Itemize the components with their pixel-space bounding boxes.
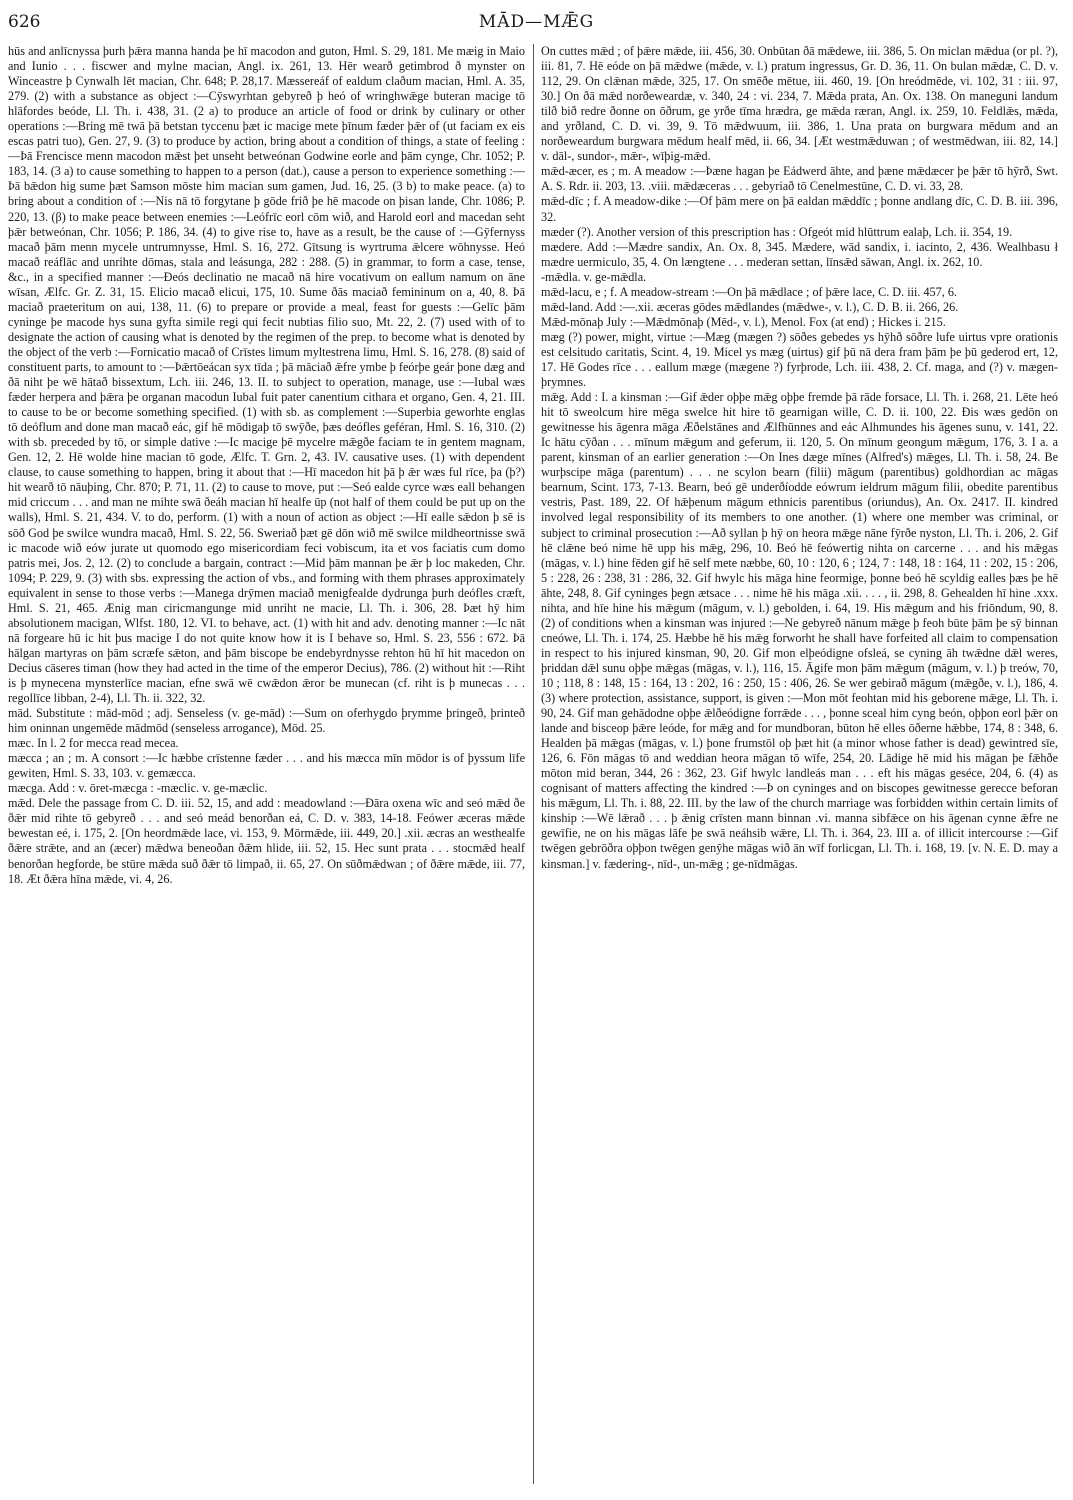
two-column-body [8,44,1065,1484]
dictionary-entry: hūs and anlīcnyssa þurh þǣra manna handa þe hī macodon and guton, Hml. S. 29, 181. Me mæig in Maio and Iunio . . . fiscwer and mylne macian, Angl. ix. 261, 13. Hēr wearð getimbrod ð mynster on Winceastre þ Cynwalh lēt macian, Chr. 648; P. 28,17. Mæssereáf of ealdum claðum macian, Hml. A. 35, 279. (2) with a substance as object :—Cȳswyrhtan gebyreð þ heó of wringhwǣge buteran macige tō hlāfordes beóde, Ll. Th. i. 438, 31. (2 a) to produce an article of food or drink by culinary or other operations :—Bring mē twā þā betstan tyccenu þæt ic macige mete þīnum fæder þǣr of (ut faciam ex eis escas patri tuo), Gen. 27, 9. (3) to produce by action, bring about a condition of things, a state of feeling :—Þā Frencisce menn macodon mǣst þet unseht betweónan Godwine eorle and þām cynge, Chr. 1052; P. 183, 14. (3 a) to cause something to happen to a person (dat.), cause a person to experience something :—Þā bǣdon hig sume þæt Samson mōste him macian sum gamen, Jud. 16, 25. (3 b) to make peace. (a) to bring about a condition of :—Nis nā tō forgytane þ gōde frið þe hē macode on þisan lande, Chr. 1086; P. 220, 13. (β) to make peace between enemies :—Leófrīc eorl cōm wið, and Harold eorl and macedan seht þǣr betweónan, Chr. 1056; P. 186, 34. (4) to give rise to, have as a result, be the cause of :—Gȳfernyss macað þām menn mycele untrumnysse, Hml. S. 16, 272. Gītsung is wyrtruma ǣlcere wōhnysse. Heó macað reáflāc and unrihte dōmas, stala and leásunga, 282 : 288. (5) in grammar, to form a case, tense, &c., in a specified manner :—Ðeós declinatio ne macað nā hire vocativum on eallum namum on āne wīsan, Ælfc. Gr. Z. 31, 15. Elicio macað elicui, 175, 10. Sume ðās maciað femininum on a, 40, 8. Þā maciað praeteritum on aui, 138, 11. (6) to prepare or provide a meal, feast for guests :—Gelīc þām cyninge þe macode hys suna gyfta simile regi qui fecit nubtias filio suo, Mt. 22, 2. (7) used with of to designate the action of causing what is denoted by the regimen of the prep. to become what is denoted by the object of the verb :—Fornicatio macað of Crīstes limum myltestrena limu, Hml. S. 16, 278. (8) said of constituent parts, to amount to :—Þǣrtōeácan syx tīda ; þā māciað ǣfre ymbe þ feórþe geár þone dæg and ðā niht þe wē hātað bissextum, Lch. iii. 246, 13. II. to subject to operation, manage, use :—Iubal wæs fæder herpera and þǣra þe organan macodun Iubal fuit pater canentium cithara et organo, Gen. 4, 21. III. to cause to be or become something specified. (1) with sb. as complement :—Superbia geworhte englas tō deóflum and done man macað eác, gif hē mōdigaþ tō swȳðe, þæs deófles geféran, Hml. S. 16, 310. (2) with sb. preceded by tō, or simple dative :—Ic macige þē mycelre mǣgðe faciam te in gentem magnam, Gen. 12, 2. Hē wolde hine macian tō gode, Ælfc. T. Grn. 2, 43. IV. causative uses. (1) with dependent clause, to cause something to happen, bring it about that :—Hī macedon hit þā þ ǣr wæs ful rīce, þa (þ?) hit wearð tō nāuþing, Chr. 870; P. 71, 11. (2) to cause to move, put :—Seó ealde cyrce wæs eall behangen mid criccum . . . and man ne mihte swā ðeáh macian hī healfe ūp (not half of them could be put up on the walls), Hml. S. 21, 434. V. to do, perform. (1) with a noun of action as object :—Hī ealle sǣdon þ sē is sōð God þe swilce wundra macað, Hml. S. 22, 56. Sweriað þæt gē dōn wið mē swilce mildheortnisse swā ic macode wið eów jurate ut quomodo ego misericordiam feci vobiscum, ita et vos faciatis cum domo patris mei, Jos. 2, 12. (2) to conclude a bargain, contract :—Mid þām mannan þe ǣr þ loc makeden, Chr. 1094; P. 229, 9. (3) with sbs. expressing the action of vbs., and forming with them phrases approximately equivalent in sense to those verbs :—Manega drȳmen maciað menigfealde dydrunga þurh deófles cræft, Hml. S. 21, 465. Ænig man ciricmangunge mid unriht ne macie, Ll. Th. i. 306, 28. Þæt hȳ him absolutionem macigan, Wlfst. 180, 12. VI. to behave, act. (1) with hit and adv. denoting manner :—Ic nāt nā forgeare hū ic hit þus macige I do not quite know how it is I behave so, Hml. S. 23, 556 : 672. Þā hālgan martyras on þām scræfe sǣton, and þām biscope be endebyrdnysse rehton hū hī hit macedon on Decius cāseres timan (how they had acted in the time of the emperor Decius), 786. (2) without hit :—Riht is þ mynecena mynsterlīce macian, efne swā wē cwǣdon ǣror be munecan (cf. riht is þ munecas . . . regollīce libban, 2-4), Ll. Th. ii. 322, 32. [8,44,525,706]
dictionary-entry: mǣd-land. Add :—.xii. æceras gōdes mǣdlandes (mǣdwe-, v. l.), C. D. B. ii. 266, 26. [541,299,959,314]
dictionary-entry: mǣd. Dele the passage from C. D. iii. 52, 15, and add : meadowland :—Ðāra oxena wīc and seó mǣd ðe ðǣr mid rihte tō gebyreð . . . and seó meád benorðan eá, C. D. v. 383, 14-18. Feówer æceras mǣde bewestan eé, i. 175, 2. [On heordmǣde lace, vi. 153, 9. Mōrmǣde, iii. 449, 20.] .xii. æcras an westhealfe ðǣre strǣte, and an (æcer) mǣdwa beneoðan ðǣm hlide, iii. 52, 15. Hec sunt prata . . . stocmǣd healf benorðan hegforde, be stūre mǣda suð ðǣr tō limpað, ii. 65, 27. On sūðmǣdwan ; of ðǣre mǣde, iii. 77, 18. Æt ðǣra hīna mǣde, vi. 4, 26. [8,796,525,886]
dictionary-entry: mæc. In l. 2 for mecca read mecea. [8,736,179,751]
dictionary-entry: mæder (?). Another version of this prescription has : Ofgeót mid hlūttrum ealaþ, Lch. ii. 354, 19. [541,224,1013,239]
dictionary-entry: mædere. Add :—Mædre sandix, An. Ox. 8, 345. Mædere, wād sandix, i. iacinto, 2, 436. Wealhbasu ł mædre uermiculo, 35, 4. On længtene . . . mederan settan, līnsǣd sāwan, Angl. ix. 262, 10. [541,239,1058,269]
page-number: 626 [8,12,41,32]
dictionary-entry: mǣd-lacu, e ; f. A meadow-stream :—On þā mǣdlace ; of þǣre lace, C. D. iii. 457, 6. [541,284,957,299]
dictionary-entry: mæcca ; an ; m. A consort :—Ic hæbbe crīstenne fæder . . . and his mæcca mīn mōdor is of þyssum līfe gewiten, Hml. S. 33, 103. v. gemæcca. [8,751,525,781]
running-head: MĀD—MǢG [478,12,595,32]
dictionary-entry: mæg (?) power, might, virtue :—Mæg (mægen ?) sōðes gebedes ys hȳhð sōðre lufe uirtus vpre orationis est celsitudo caritatis, Scint. 4, 19. Micel ys mæg (uirtus) gif þū nā dera fram þām þe þū gederod ert, 12, 17. Hē Godes rīce . . . eallum mæge (mægene ?) fyrþrode, Lch. iii. 438, 2. Cf. maga, and (?) v. mægen-þrymnes. [541,329,1058,390]
dictionary-entry: On cuttes mǣd ; of þǣre mǣde, iii. 456, 30. Onbūtan ðā mǣdewe, iii. 386, 5. On miclan mǣdua (or pl. ?), iii. 81, 7. Hē eóde on þā mǣdwe (mǣde, v. l.) pratum ingressus, Gr. D. 36, 11. On bulan mǣdæ, C. D. v. 112, 29. On clǣnan mǣde, 325, 17. On smēðe mētue, iii. 460, 19. [On hreódmēde, vi. 102, 31 : iii. 97, 30.] On ðā mǣd norðeweardæ, v. 340, 24 : vi. 234, 7. Mǣda prata, An. Ox. 138. On maneguni landum tilð bið redre ðonne on ōðrum, ge yrðe tīma hrædra, ge mǣda ræran, Angl. ix. 259, 10. Feldlǣs, mǣda, and yrðland, C. D. vi. 39, 9. Tō mǣdwuum, iii. 386, 1. Una prata on burgwara mēdum and an norðeweardum burgwara mēdum healf mēd, ii. 66, 34. [Æt westmǣduwan ; of westmēdwan, iii. 82, 14.] v. dāl-, sundor-, mǣr-, wīþig-mǣd. [541,44,1058,164]
left-column [8,44,525,1484]
column-divider [533,44,534,1484]
dictionary-entry: mād. Substitute : mād-mōd ; adj. Senseless (v. ge-mād) :—Sum on oferhygdo þrymme þringeð, þrinteð him oninnan ungemēde mādmōd (senseless arrogance), Mōd. 25. [8,706,525,736]
page-header [0,6,1073,40]
dictionary-entry: mæcga. Add : v. ōret-mæcga : -mæclic. v. ge-mæclic. [8,781,268,796]
right-column [541,44,1058,1484]
dictionary-entry: mǣg. Add : I. a kinsman :—Gif ǣder oþþe mǣg oþþe fremde þā rāde forsace, Ll. Th. i. 268, 21. Lēte heó hit tō sweolcum hire mēga swelce hit hire tō gearnigan wille, C. D. ii. 100, 22. Ðis wæs gedōn on gewitnesse his āgenra māga Æðelstānes and Ælfhūnnes and eác Alhmundes his āgenes sunu, v. 141, 22. Ic hātu cȳðan . . . mīnum mǣgum and geferum, ii. 120, 5. On mīnum geongum mǣgum, 176, 3. I a. a parent, kinsman of an earlier generation :—On Ines dæge mīnes (Alfred's) mǣges, Ll. Th. i. 58, 24. Be wurþscipe māga (parentum) . . . ne scylon bearn (filii) māgum (parentibus) goldhordian ac māgas bearnum, Scint. 173, 7-13. Bearn, beó gē underðíodde eówrum ieldrum māgum filii, obedite parentibus vestris, Past. 189, 22. Of hǣþenum māgum ethnicis parentibus (oriundus), An. Ox. 2417. II. kindred involved legal responsibility of its members to one another. (1) where one member was criminal, or subject to criminal prosecution :—Að syllan þ hȳ on heora mǣge nāne fȳrðe nyston, Ll. Th. i. 206, 2. Gif hē clǣne beó nime hē upp his mǣg, 296, 10. Beó hē feówertig nihta on carcerne . . . and his mǣgas (māgas, v. l.) hine fēden gif hē self mete næbbe, 60, 10 : 120, 6 ; 124, 7 : 148, 18 : 164, 11 : 202, 15 : 206, 5 : 228, 26 : 238, 31 : 286, 32. Gif hwylc his māga hine feormige, þonne beó hē scyldig ealles þæs þe hē āhte, 248, 8. Gif cyninges þegn ætsace . . . nime hē his māga .xii. . . . , ii. 298, 8. Gehealden hī hine .xxx. nihta, and hīe hine his mǣgum (māgum, v. l.) gebolden, i. 64, 19. His mǣgum and his friōndum, 90, 8. (2) of conditions when a kinsman was injured :—Ne gebyreð nānum mǣge þ feoh būte þām þe sȳ binnan cneówe, Ll. Th. i. 174, 25. Hæbbe hē his mǣg forworht he shall have forfeited all claim to compensation in respect to his injured kinsman, 90, 20. Gif mon elþeódigne ofsleá, se cyning āh twǣdne dǣl weres, þriddan dǣl sunu oþþe mǣgas (māgas, v. l.), 116, 15. Āgife mon þām mǣgum (māgum, v. l.) þ treów, 70, 10 ; 118, 8 : 148, 15 : 164, 13 : 202, 16 : 250, 15 : 406, 26. Se wer gebirað māgum (mǣgðe, v. l.), 186, 4. (3) where protection, assistance, support, is given :—Mon mōt feohtan mid his geborene mǣge, Ll. Th. i. 90, 24. Gif man gehādodne oþþe ǣlðeódigne forrǣde . . . , þonne sceal him cyng beón, oþþon eorl þǣr on lande and bisceop þǣre leóde, for mǣg and for mundboran, būton hē elles ōðerne hǣbbe, 174, 8 : 348, 6. Healden þā mǣgas (māgas, v. l.) þone frumstōl oþ þæt hit (a minor whose father is dead) gewintred sīe, 126, 6. Fōn māgas tō and weddian heora māgan tō wīfe, 254, 20. Lādige hē mid his māgan þe fǣhðe mōton mid beran, 344, 26 : 362, 23. Gif hwylc landleás man . . . eft his māgas geséce, 204, 6. (4) as cognisant of matters affecting the kindred :—Þ on cyninges and on biscopes gewitnesse gerecce beforan his mǣgum, Ll. Th. i. 88, 22. III. by the law of the church marriage was forbidden within certain limits of kinship :—Wē lǣrað . . . þ ǣnig crīsten mann binnan .vi. manna sibfǣce on his āgenan cynne ǣfre ne gewīfie, ne on his māgas lāfe þe swā neáhsib wǣre, Ll. Th. i. 364, 23. III a. of illicit intercourse :—Gif twēgen gebrōðra oþþon twēgen genȳhe māgas wið ān wīf forlicgan, Ll. Th. i. 168, 19. [v. N. E. D. may a kinsman.] v. fædering-, nīd-, un-mǣg ; ge-nīdmāgas. [541,390,1058,871]
dictionary-entry: mǣd-æcer, es ; m. A meadow :—Þæne hagan þe Eádwerd āhte, and þæne mǣdæcer þe þǣr tō hȳrð, Swt. A. S. Rdr. ii. 203, 13. .viii. mǣdæceras . . . gebyriað tō Cenelmestūne, C. D. vi. 33, 28. [541,164,1058,194]
dictionary-entry: Mǣd-mōnaþ July :—Mǣdmōnaþ (Mēd-, v. l.), Menol. Fox (at end) ; Hickes i. 215. [541,314,946,329]
dictionary-entry: mǣd-dīc ; f. A meadow-dike :—Of þām mere on þā ealdan mǣddīc ; þonne andlang dīc, C. D. B. iii. 396, 32. [541,194,1058,224]
dictionary-entry: -mǣdla. v. ge-mǣdla. [541,269,647,284]
